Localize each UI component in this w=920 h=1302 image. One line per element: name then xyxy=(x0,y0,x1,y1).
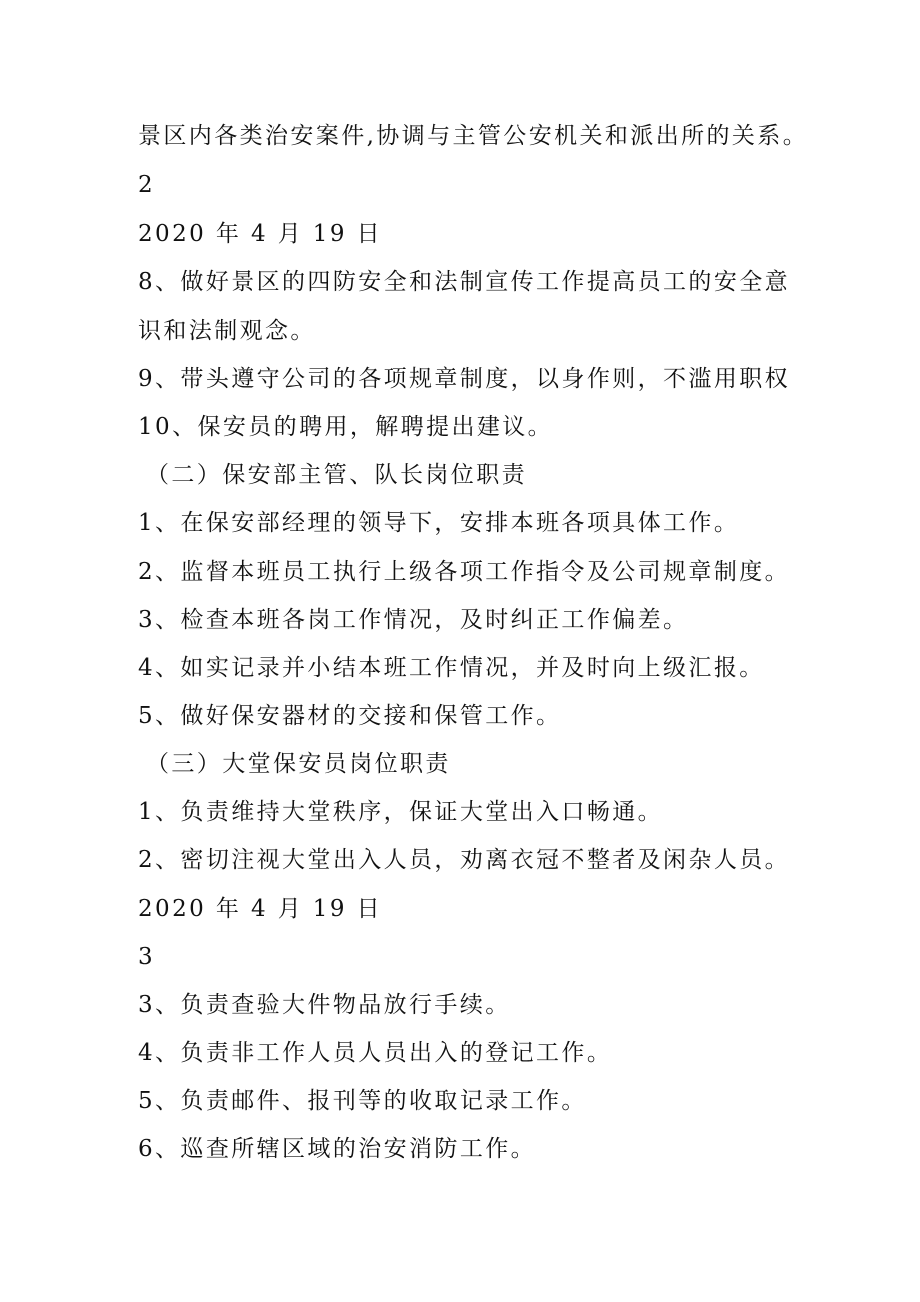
list-item: 2、密切注视大堂出入人员，劝离衣冠不整者及闲杂人员。 xyxy=(138,847,791,873)
list-item: 4、负责非工作人员人员出入的登记工作。 xyxy=(138,1040,613,1066)
list-item: 9、带头遵守公司的各项规章制度，以身作则，不滥用职权 xyxy=(138,366,791,392)
list-item: 3、检查本班各岗工作情况，及时纠正工作偏差。 xyxy=(138,607,689,633)
page-number: 3 xyxy=(138,944,156,970)
list-item: 10、保安员的聘用，解聘提出建议。 xyxy=(138,414,554,440)
list-item: 8、做好景区的四防安全和法制宣传工作提高员工的安全意 xyxy=(138,269,791,295)
section-heading: （三）大堂保安员岗位职责 xyxy=(146,751,451,777)
list-item-continuation: 识和法制观念。 xyxy=(138,318,316,344)
list-item: 1、在保安部经理的领导下，安排本班各项具体工作。 xyxy=(138,510,740,536)
list-item: 1、负责维持大堂秩序，保证大堂出入口畅通。 xyxy=(138,799,664,825)
date-line: 2020 年 4 月 19 日 xyxy=(138,896,382,922)
list-item: 6、巡查所辖区域的治安消防工作。 xyxy=(138,1136,537,1162)
list-item: 5、负责邮件、报刊等的收取记录工作。 xyxy=(138,1088,587,1114)
list-item: 3、负责查验大件物品放行手续。 xyxy=(138,992,511,1018)
text-line: 景区内各类治安案件,协调与主管公安机关和派出所的关系。 xyxy=(138,123,809,149)
list-item: 2、监督本班员工执行上级各项工作指令及公司规章制度。 xyxy=(138,559,791,585)
date-line: 2020 年 4 月 19 日 xyxy=(138,221,382,247)
list-item: 5、做好保安器材的交接和保管工作。 xyxy=(138,703,562,729)
section-heading: （二）保安部主管、队长岗位职责 xyxy=(146,462,527,488)
list-item: 4、如实记录并小结本班工作情况，并及时向上级汇报。 xyxy=(138,655,765,681)
page-number: 2 xyxy=(138,172,156,198)
